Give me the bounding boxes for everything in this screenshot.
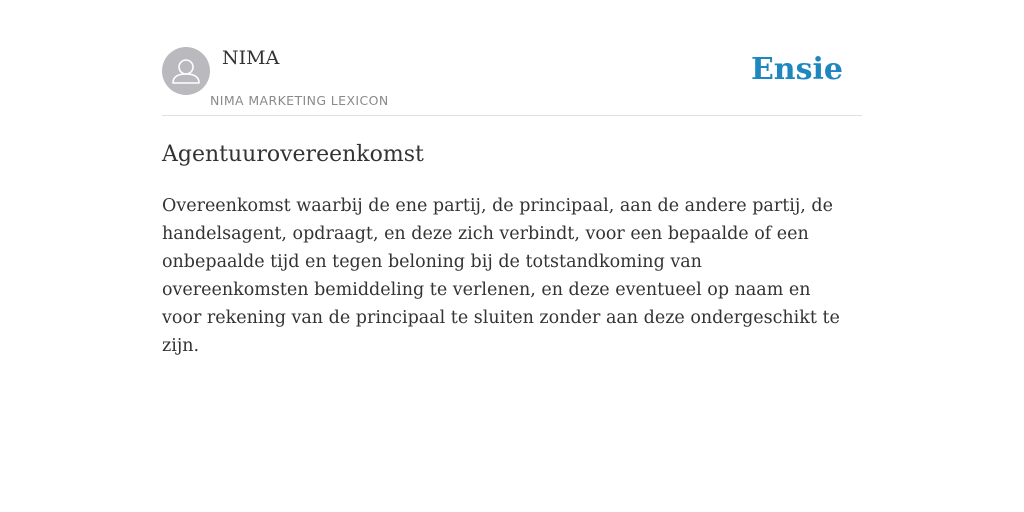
author-avatar[interactable] — [162, 47, 210, 95]
author-name[interactable]: NIMA — [222, 47, 280, 69]
entry-container — [162, 0, 862, 356]
term-definition: Overeenkomst waarbij de ene partij, de principaal, aan de andere partij, de handelsagent, opdraagt, en deze zich verbindt, voor een bepaalde of een onbepaalde tijd en tegen beloning bij de totstandkoming van overeenkomsten bemiddeling te verlenen, en deze eventueel op naam en voor rekening van de principaal te sluiten zonder aan deze ondergeschikt te zijn. — [162, 196, 840, 356]
user-icon — [162, 47, 210, 95]
ensie-logo[interactable]: Ensie — [750, 52, 843, 87]
entry-header — [162, 0, 862, 116]
term-title: Agentuurovereenkomst — [162, 142, 424, 167]
lexicon-link[interactable]: NIMA MARKETING LEXICON — [210, 93, 389, 108]
